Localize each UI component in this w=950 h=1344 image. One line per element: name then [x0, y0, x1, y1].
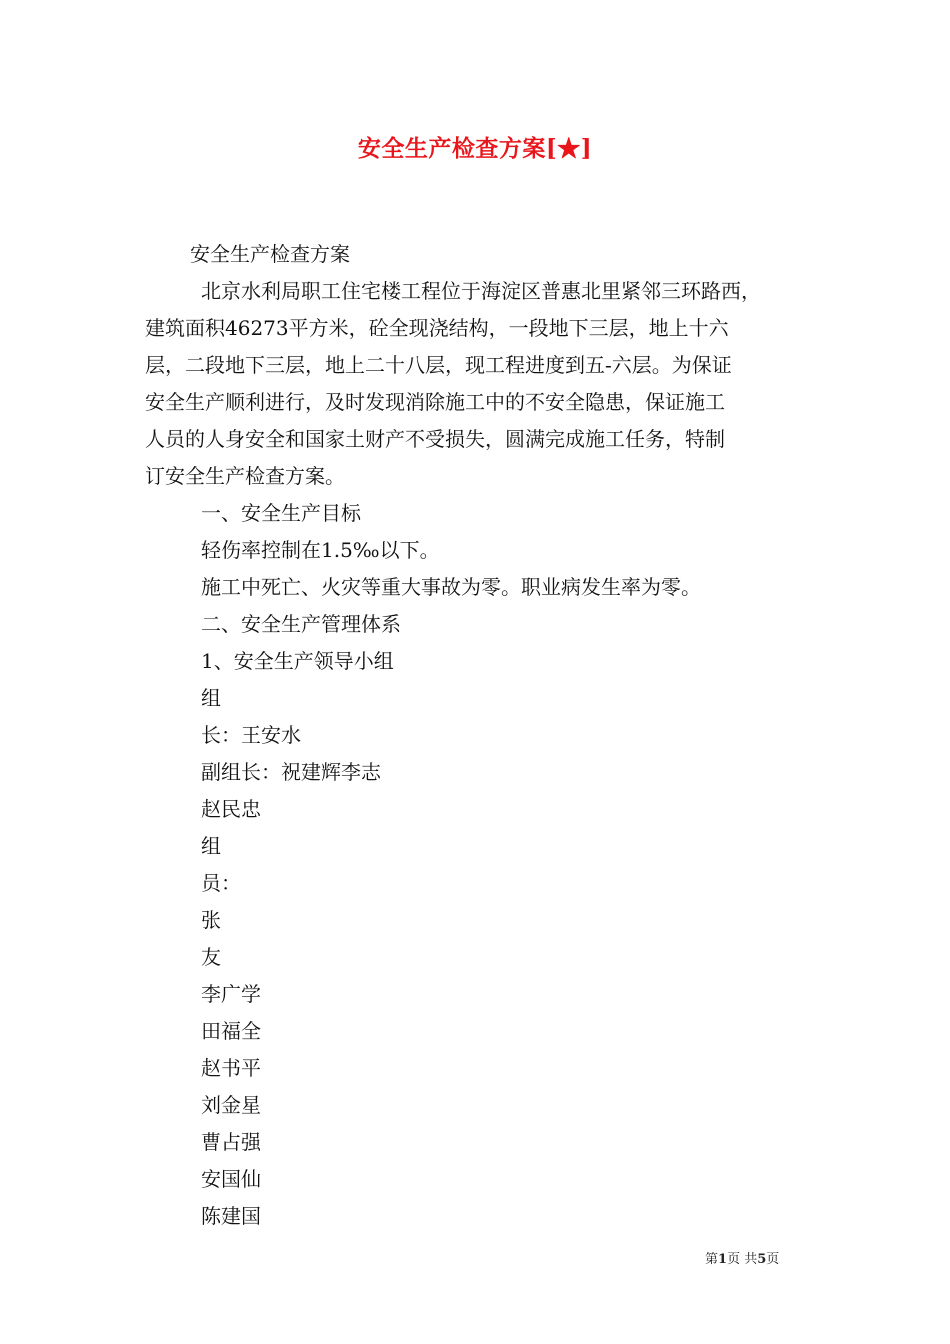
- subsection-heading: 1、安全生产领导小组: [201, 649, 394, 673]
- footer-prefix: 第: [705, 1252, 719, 1267]
- list-item: 赵民忠: [201, 797, 261, 821]
- document-body: [145, 236, 810, 1235]
- intro-line: 安全生产顺利进行，及时发现消除施工中的不安全隐患，保证施工: [145, 390, 725, 414]
- footer-page-number: 1: [718, 1252, 728, 1267]
- intro-line: 建筑面积46273平方米，砼全现浇结构，一段地下三层，地上十六: [145, 316, 729, 340]
- list-item: 副组长：祝建辉李志: [201, 760, 381, 784]
- intro-line: 人员的人身安全和国家土财产不受损失，圆满完成施工任务，特制: [145, 427, 725, 451]
- list-item: 组: [201, 834, 221, 858]
- list-item: 友: [201, 945, 221, 969]
- list-item: 陈建国: [201, 1204, 261, 1228]
- footer-total-pages: 5: [757, 1252, 767, 1267]
- footer-middle: 页 共: [727, 1252, 758, 1267]
- section-heading-target: 一、安全生产目标: [201, 501, 361, 525]
- list-item: 长：王安水: [201, 723, 301, 747]
- page-title: 安全生产检查方案[★]: [357, 135, 593, 162]
- target-item: 施工中死亡、火灾等重大事故为零。职业病发生率为零。: [201, 575, 701, 599]
- list-item: 张: [201, 908, 221, 932]
- list-item: 刘金星: [201, 1093, 261, 1117]
- target-item: 轻伤率控制在1.5‰以下。: [201, 538, 440, 562]
- footer-suffix: 页: [766, 1252, 780, 1267]
- intro-line: 北京水利局职工住宅楼工程位于海淀区普惠北里紧邻三环路西，: [201, 279, 761, 303]
- section-heading-management: 二、安全生产管理体系: [201, 612, 401, 636]
- list-item: 组: [201, 686, 221, 710]
- list-item: 田福全: [201, 1019, 261, 1043]
- list-item: 李广学: [201, 982, 261, 1006]
- list-item: 曹占强: [201, 1130, 261, 1154]
- intro-line: 层，二段地下三层，地上二十八层，现工程进度到五-六层。为保证: [145, 353, 732, 377]
- list-item: 赵书平: [201, 1056, 261, 1080]
- list-item: 员：: [201, 871, 241, 895]
- list-item: 安国仙: [201, 1167, 261, 1191]
- intro-line: 订安全生产检查方案。: [145, 464, 345, 488]
- document-subtitle: 安全生产检查方案: [190, 242, 350, 266]
- page-footer: [705, 1248, 779, 1267]
